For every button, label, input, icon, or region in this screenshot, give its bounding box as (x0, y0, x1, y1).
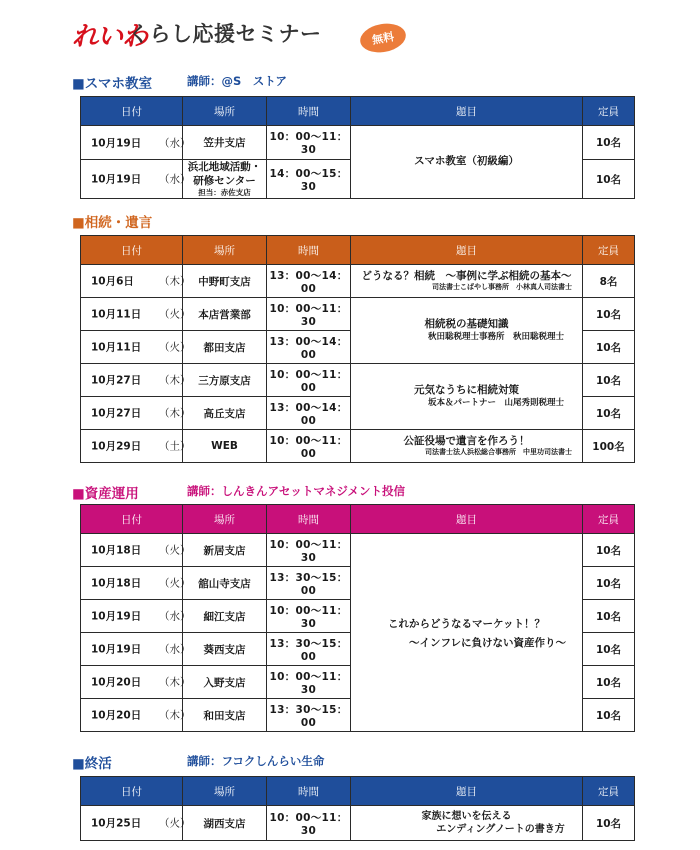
place-cell: 高丘支店 (183, 397, 267, 430)
time-cell: 10：00～11：30 (267, 666, 351, 699)
capacity-cell: 10名 (583, 699, 635, 732)
time-cell: 10：00～11：30 (267, 806, 351, 841)
place-cell: 入野支店 (183, 666, 267, 699)
capacity-cell: 10名 (583, 806, 635, 841)
table-row (81, 364, 635, 397)
weekday-cell: （土） (159, 440, 191, 453)
topic-cell (351, 430, 583, 463)
schedule-table-endoflife (80, 776, 635, 841)
place-cell: 舘山寺支店 (183, 567, 267, 600)
page-title: くらし応援セミナー (128, 22, 322, 46)
capacity-cell: 10名 (583, 666, 635, 699)
time-cell: 10：00～11：00 (267, 430, 351, 463)
date-cell: 10月29日 (91, 440, 142, 453)
weekday-cell: （木） (159, 275, 191, 288)
topic-cell (351, 265, 583, 298)
capacity-cell: 100名 (583, 430, 635, 463)
topic-title: 公証役場で遺言を作ろう！ (403, 434, 530, 447)
topic-cell (351, 364, 583, 430)
col-header-place: 場所 (183, 777, 267, 806)
date-cell: 10月19日 (91, 137, 142, 149)
topic-subtitle: エンディングノートの書き方 (436, 824, 565, 835)
place-cell: 和田支店 (183, 699, 267, 732)
table-header-row (81, 505, 635, 534)
place-cell: 細江支店 (183, 600, 267, 633)
section-lecturer: 講師：しんきんアセットマネジメント投信 (187, 484, 406, 498)
place-cell: WEB (183, 430, 267, 463)
schedule-table-assets (80, 504, 635, 732)
place-cell (183, 160, 267, 199)
weekday-cell: （木） (159, 407, 191, 420)
col-header-date: 日付 (81, 236, 183, 265)
time-cell: 13：00～14：00 (267, 265, 351, 298)
capacity-cell: 10名 (583, 298, 635, 331)
weekday-cell: （水） (159, 137, 191, 149)
weekday-cell: （火） (159, 308, 191, 321)
table-row (81, 298, 635, 331)
weekday-cell: （木） (159, 374, 191, 387)
section-title: ■資産運用 (72, 486, 139, 502)
col-header-time: 時間 (267, 777, 351, 806)
col-header-time: 時間 (267, 97, 351, 126)
section-title: ■スマホ教室 (72, 76, 152, 92)
place-cell: 葵西支店 (183, 633, 267, 666)
time-cell: 10：00～11：00 (267, 364, 351, 397)
capacity-cell: 10名 (583, 633, 635, 666)
weekday-cell: （火） (159, 341, 191, 354)
col-header-topic: 題目 (351, 777, 583, 806)
table-row (81, 126, 635, 160)
date-cell: 10月19日 (91, 643, 142, 656)
col-header-date: 日付 (81, 97, 183, 126)
col-header-capacity: 定員 (583, 236, 635, 265)
col-header-topic: 題目 (351, 97, 583, 126)
place-cell: 笠井支店 (183, 126, 267, 160)
table-header-row (81, 236, 635, 265)
topic-cell (351, 806, 583, 841)
col-header-date: 日付 (81, 777, 183, 806)
place-line2: 担当：赤佐支店 (198, 188, 251, 198)
date-cell: 10月19日 (91, 173, 142, 186)
col-header-time: 時間 (267, 236, 351, 265)
col-header-capacity: 定員 (583, 777, 635, 806)
time-cell: 13：00～14：00 (267, 331, 351, 364)
topic-title: どうなる？相続 ～事例に学ぶ相続の基本～ (361, 269, 572, 282)
section-inheritance (0, 211, 700, 460)
weekday-cell: （火） (159, 577, 191, 590)
capacity-cell: 10名 (583, 600, 635, 633)
capacity-cell: 8名 (583, 265, 635, 298)
date-cell: 10月6日 (91, 275, 134, 288)
date-cell: 10月18日 (91, 544, 142, 557)
table-row (81, 806, 635, 841)
weekday-cell: （水） (159, 643, 191, 656)
col-header-topic: 題目 (351, 505, 583, 534)
capacity-cell: 10名 (583, 364, 635, 397)
date-cell: 10月11日 (91, 341, 142, 354)
topic-subtitle: ～インフレに負けない資産作り～ (408, 636, 567, 649)
weekday-cell: （木） (159, 676, 191, 689)
col-header-date: 日付 (81, 505, 183, 534)
place-cell: 新居支店 (183, 534, 267, 567)
page-header (72, 14, 632, 54)
place-cell: 三方原支店 (183, 364, 267, 397)
weekday-cell: （火） (159, 544, 191, 557)
date-cell: 10月19日 (91, 610, 142, 623)
place-cell: 本店営業部 (183, 298, 267, 331)
weekday-cell: （火） (159, 817, 191, 830)
weekday-cell: （水） (159, 173, 191, 186)
col-header-capacity: 定員 (583, 505, 635, 534)
time-cell: 13：30～15：00 (267, 567, 351, 600)
topic-title: 家族に想いを伝える (421, 811, 512, 822)
weekday-cell: （水） (159, 610, 191, 623)
brand-logo: れいわ (72, 22, 148, 52)
time-cell: 10：00～11：30 (267, 534, 351, 567)
table-row (81, 430, 635, 463)
time-cell: 10：00～11：30 (267, 600, 351, 633)
col-header-place: 場所 (183, 97, 267, 126)
time-cell: 13：30～15：00 (267, 699, 351, 732)
capacity-cell: 10名 (583, 160, 635, 199)
topic-cell (351, 298, 583, 364)
place-cell: 都田支店 (183, 331, 267, 364)
topic-speaker: 坂本＆パートナー 山尾秀則税理士 (427, 397, 564, 408)
date-cell: 10月25日 (91, 817, 142, 830)
col-header-capacity: 定員 (583, 97, 635, 126)
date-cell: 10月11日 (91, 308, 142, 321)
schedule-table-smartphone (80, 96, 635, 199)
table-row (81, 534, 635, 567)
date-cell: 10月18日 (91, 577, 142, 590)
date-cell: 10月20日 (91, 676, 142, 689)
topic-title: 元気なうちに相続対策 (414, 384, 519, 397)
col-header-time: 時間 (267, 505, 351, 534)
topic-title: これからどうなるマーケット！？ (388, 617, 545, 630)
section-title: ■終活 (72, 756, 112, 772)
date-cell: 10月20日 (91, 709, 142, 722)
time-cell: 14：00～15：30 (267, 160, 351, 199)
capacity-cell: 10名 (583, 534, 635, 567)
table-header-row (81, 777, 635, 806)
section-endoflife (0, 752, 700, 837)
table-row (81, 265, 635, 298)
col-header-place: 場所 (183, 236, 267, 265)
section-smartphone (0, 72, 700, 198)
date-cell: 10月27日 (91, 374, 142, 387)
free-badge: 無料 (358, 20, 408, 56)
section-lecturer: 講師：@S ストア (187, 74, 287, 88)
topic-cell (351, 534, 583, 732)
place-line1: 浜北地域活動・研修センター (187, 161, 262, 188)
table-header-row (81, 97, 635, 126)
capacity-cell: 10名 (583, 331, 635, 364)
topic-cell: スマホ教室（初級編） (351, 126, 583, 199)
topic-speaker: 司法書士こばやし事務所 小林真人司法書士 (432, 283, 572, 292)
col-header-topic: 題目 (351, 236, 583, 265)
capacity-cell: 10名 (583, 567, 635, 600)
capacity-cell: 10名 (583, 126, 635, 160)
time-cell: 13：00～14：00 (267, 397, 351, 430)
section-assets (0, 482, 700, 729)
topic-speaker: 司法書士法人浜松総合事務所 中里功司法書士 (425, 448, 572, 457)
capacity-cell: 10名 (583, 397, 635, 430)
time-cell: 10：00～11：30 (267, 298, 351, 331)
topic-speaker: 秋田聡税理士事務所 秋田聡税理士 (427, 331, 564, 342)
col-header-place: 場所 (183, 505, 267, 534)
time-cell: 13：30～15：00 (267, 633, 351, 666)
weekday-cell: （木） (159, 709, 191, 722)
topic-title: 相続税の基礎知識 (424, 318, 509, 331)
schedule-table-inheritance (80, 235, 635, 463)
date-cell: 10月27日 (91, 407, 142, 420)
time-cell: 10：00～11：30 (267, 126, 351, 160)
section-lecturer: 講師：フコクしんらい生命 (187, 754, 325, 768)
place-cell: 中野町支店 (183, 265, 267, 298)
section-title: ■相続・遺言 (72, 215, 153, 231)
place-cell: 湖西支店 (183, 806, 267, 841)
